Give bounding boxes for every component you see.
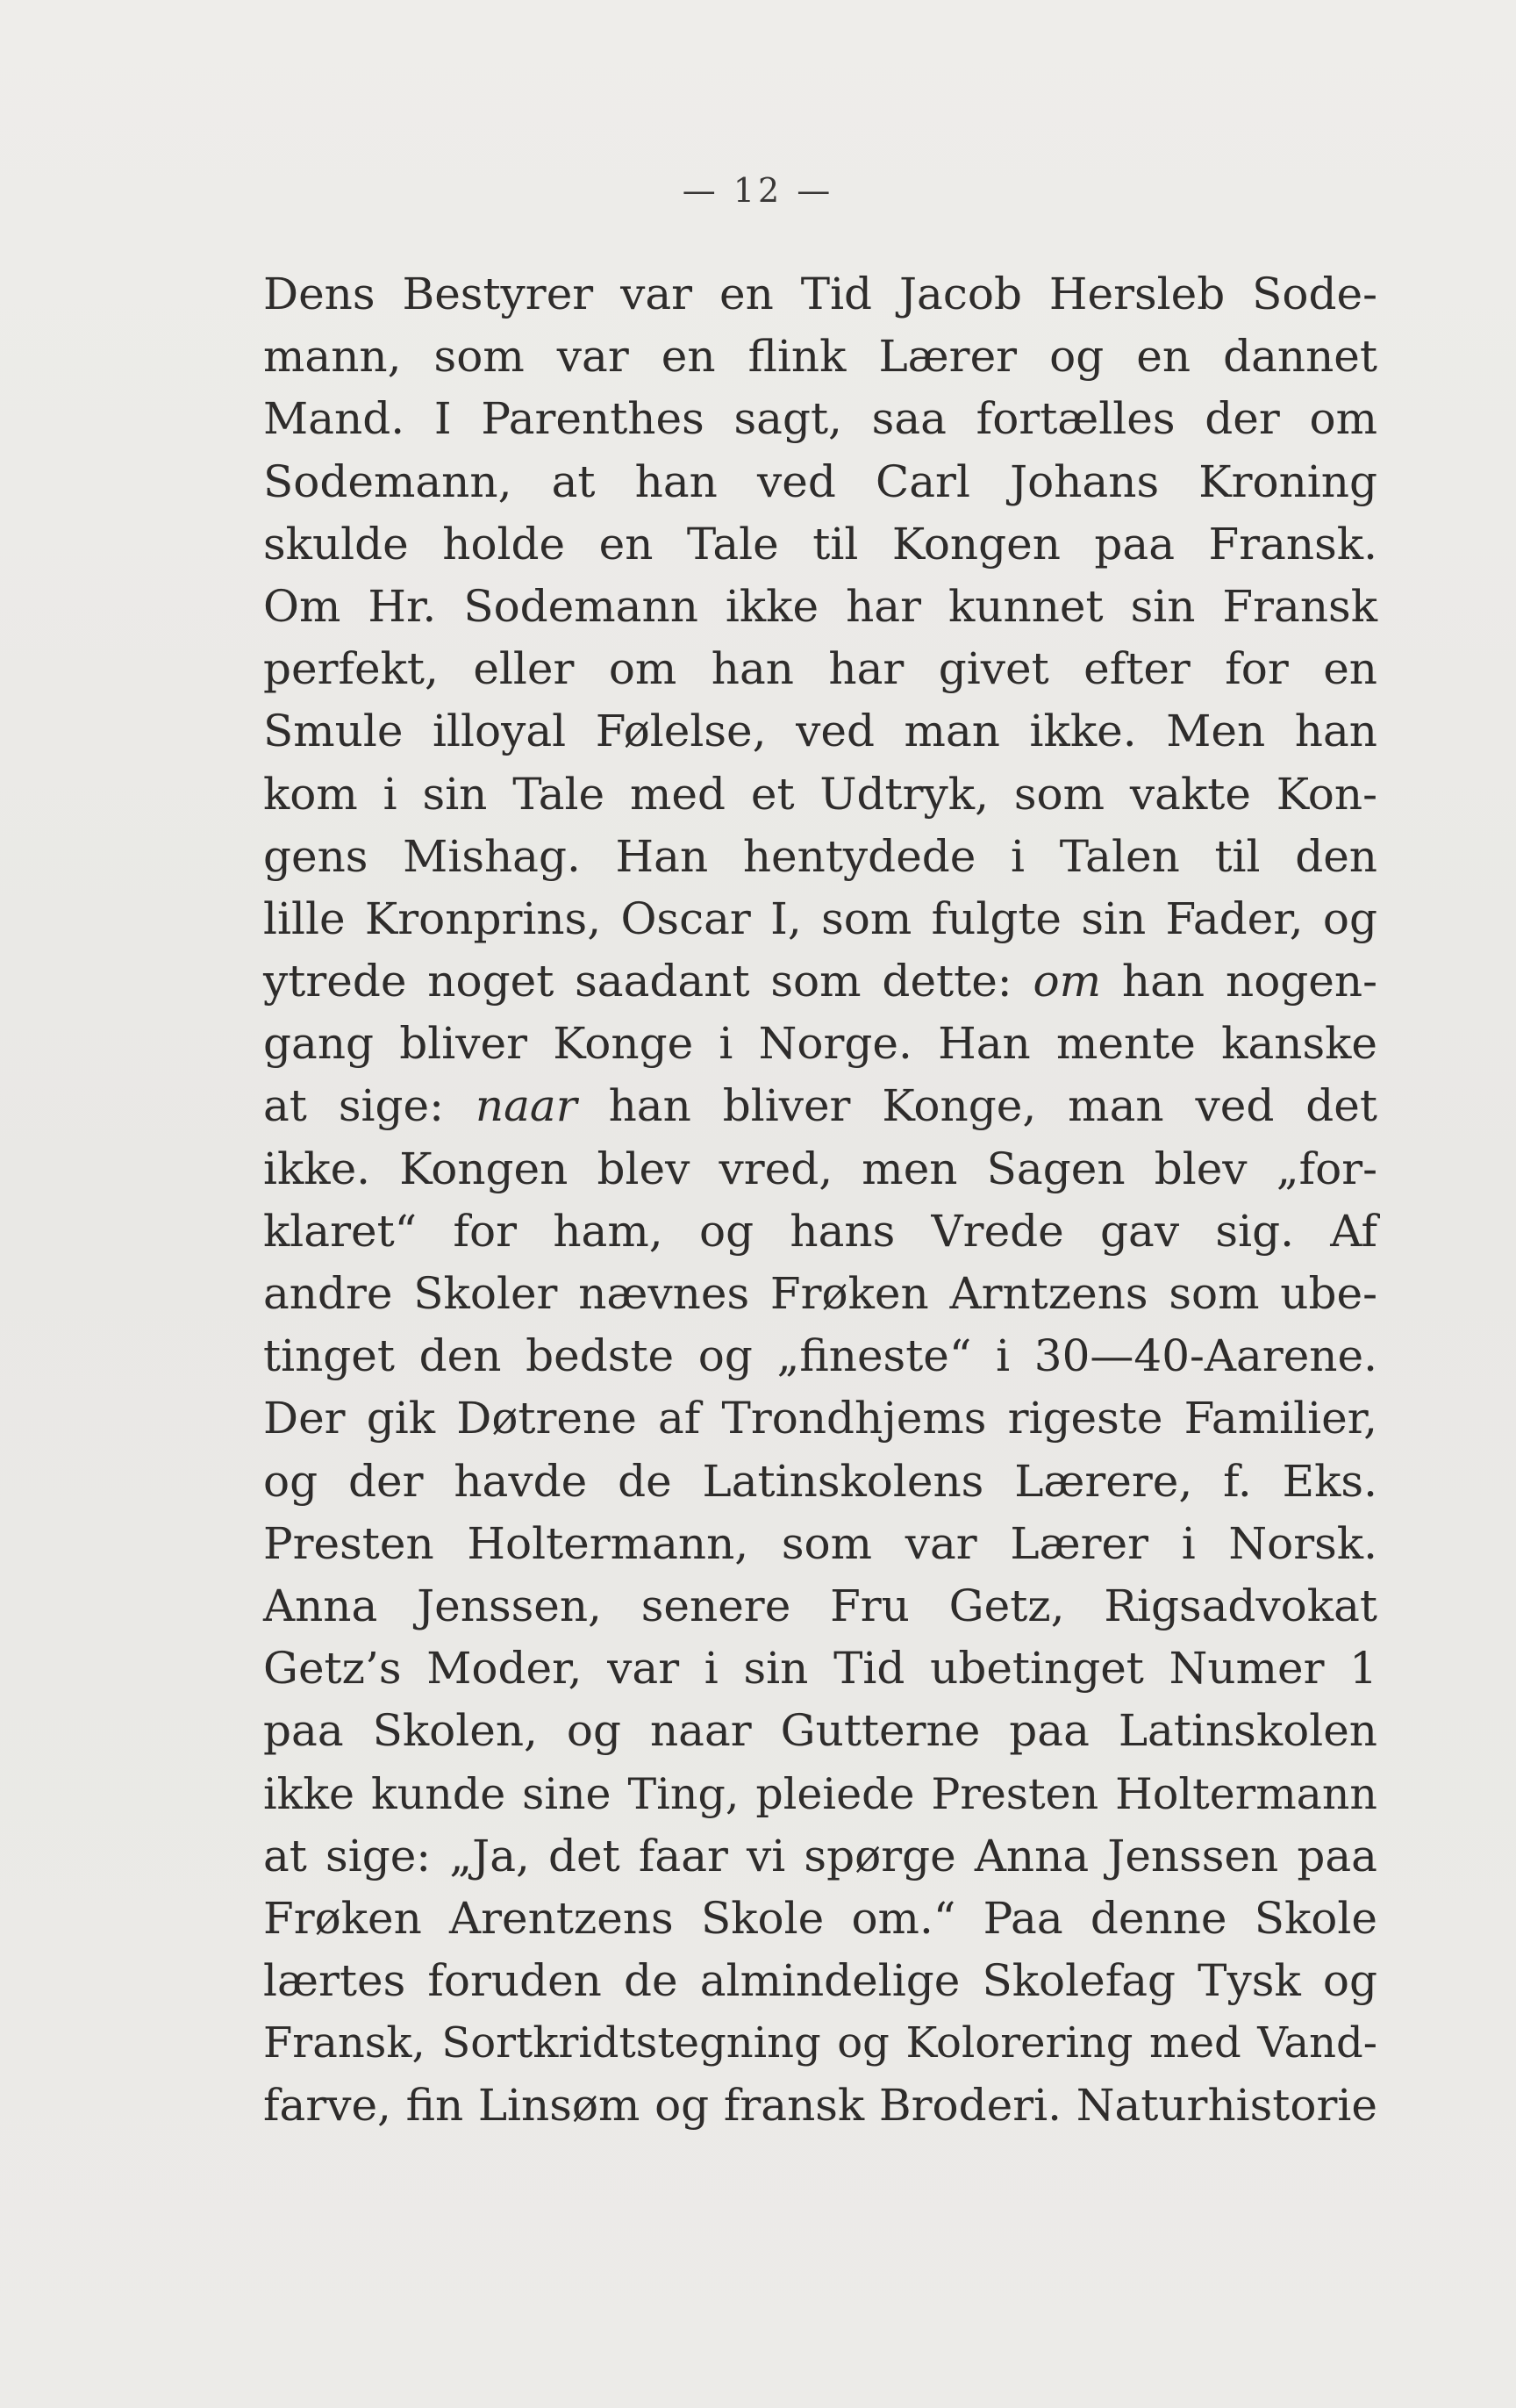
text-line: tinget den bedste og „fineste“ i 30—40-Aarene. bbox=[263, 1330, 1377, 1382]
text-line: at sige: „Ja, det faar vi spørge Anna Jenssen paa bbox=[263, 1830, 1377, 1881]
text-line: andre Skoler nævnes Frøken Arntzens som ube- bbox=[263, 1268, 1377, 1319]
text-line: klaret“ for ham, og hans Vrede gav sig. Af bbox=[263, 1205, 1377, 1257]
text-line: Dens Bestyrer var en Tid Jacob Hersleb Sode- bbox=[263, 269, 1377, 319]
text-segment: at sige: bbox=[263, 1080, 444, 1132]
page-number: — 12 — bbox=[682, 171, 834, 210]
text-line bbox=[263, 1075, 1377, 1137]
text-line: ikke. Kongen blev vred, men Sagen blev „for- bbox=[263, 1143, 1377, 1194]
text-line: Sodemann, at han ved Carl Johans Kroning bbox=[263, 455, 1377, 507]
text-line: Der gik Døtrene af Trondhjems rigeste Familier, bbox=[263, 1393, 1377, 1444]
text-segment: han bliver Konge, man ved det bbox=[608, 1080, 1377, 1132]
text-line: skulde holde en Tale til Kongen paa Fransk. bbox=[263, 518, 1377, 570]
text-line: Smule illoyal Følelse, ved man ikke. Men han bbox=[263, 706, 1377, 757]
text-line: Presten Holtermann, som var Lærer i Norsk. bbox=[263, 1517, 1377, 1569]
text-line: ikke kunde sine Ting, pleiede Presten Holtermann bbox=[263, 1768, 1377, 1819]
text-line: Getz’s Moder, var i sin Tid ubetinget Numer 1 bbox=[263, 1643, 1377, 1695]
text-line: gens Mishag. Han hentydede i Talen til den bbox=[263, 830, 1377, 882]
text-line: Mand. I Parenthes sagt, saa fortælles der om bbox=[263, 393, 1377, 445]
text-line: kom i sin Tale med et Udtryk, som vakte Kon- bbox=[263, 768, 1377, 820]
text-line: mann, som var en flink Lærer og en dannet bbox=[263, 331, 1377, 383]
text-line: Om Hr. Sodemann ikke har kunnet sin Fransk bbox=[263, 580, 1377, 632]
text-line: farve, fin Linsøm og fransk Broderi. Naturhistorie bbox=[263, 2080, 1377, 2132]
italic-word: om bbox=[1033, 956, 1102, 1007]
italic-word: naar bbox=[475, 1080, 577, 1132]
text-line: lille Kronprins, Oscar I, som fulgte sin Fader, og bbox=[263, 892, 1377, 944]
text-line bbox=[263, 950, 1377, 1013]
text-line: paa Skolen, og naar Gutterne paa Latinskolen bbox=[263, 1705, 1377, 1757]
text-line: Anna Jenssen, senere Fru Getz, Rigsadvokat bbox=[263, 1580, 1377, 1631]
text-line: lærtes foruden de almindelige Skolefag Tysk og bbox=[263, 1955, 1377, 2007]
text-line: Fransk, Sortkridtstegning og Kolorering med Vand- bbox=[263, 2018, 1377, 2068]
text-line: Frøken Arentzens Skole om.“ Paa denne Skole bbox=[263, 1892, 1377, 1944]
text-line: og der havde de Latinskolens Lærere, f. Eks. bbox=[263, 1455, 1377, 1507]
text-line: gang bliver Konge i Norge. Han mente kanske bbox=[263, 1018, 1377, 1070]
text-segment: ytrede noget saadant som dette: bbox=[263, 956, 1012, 1007]
text-segment: han nogen- bbox=[1121, 956, 1377, 1007]
text-line: perfekt, eller om han har givet efter for en bbox=[263, 643, 1377, 695]
body-text bbox=[263, 263, 1377, 2138]
